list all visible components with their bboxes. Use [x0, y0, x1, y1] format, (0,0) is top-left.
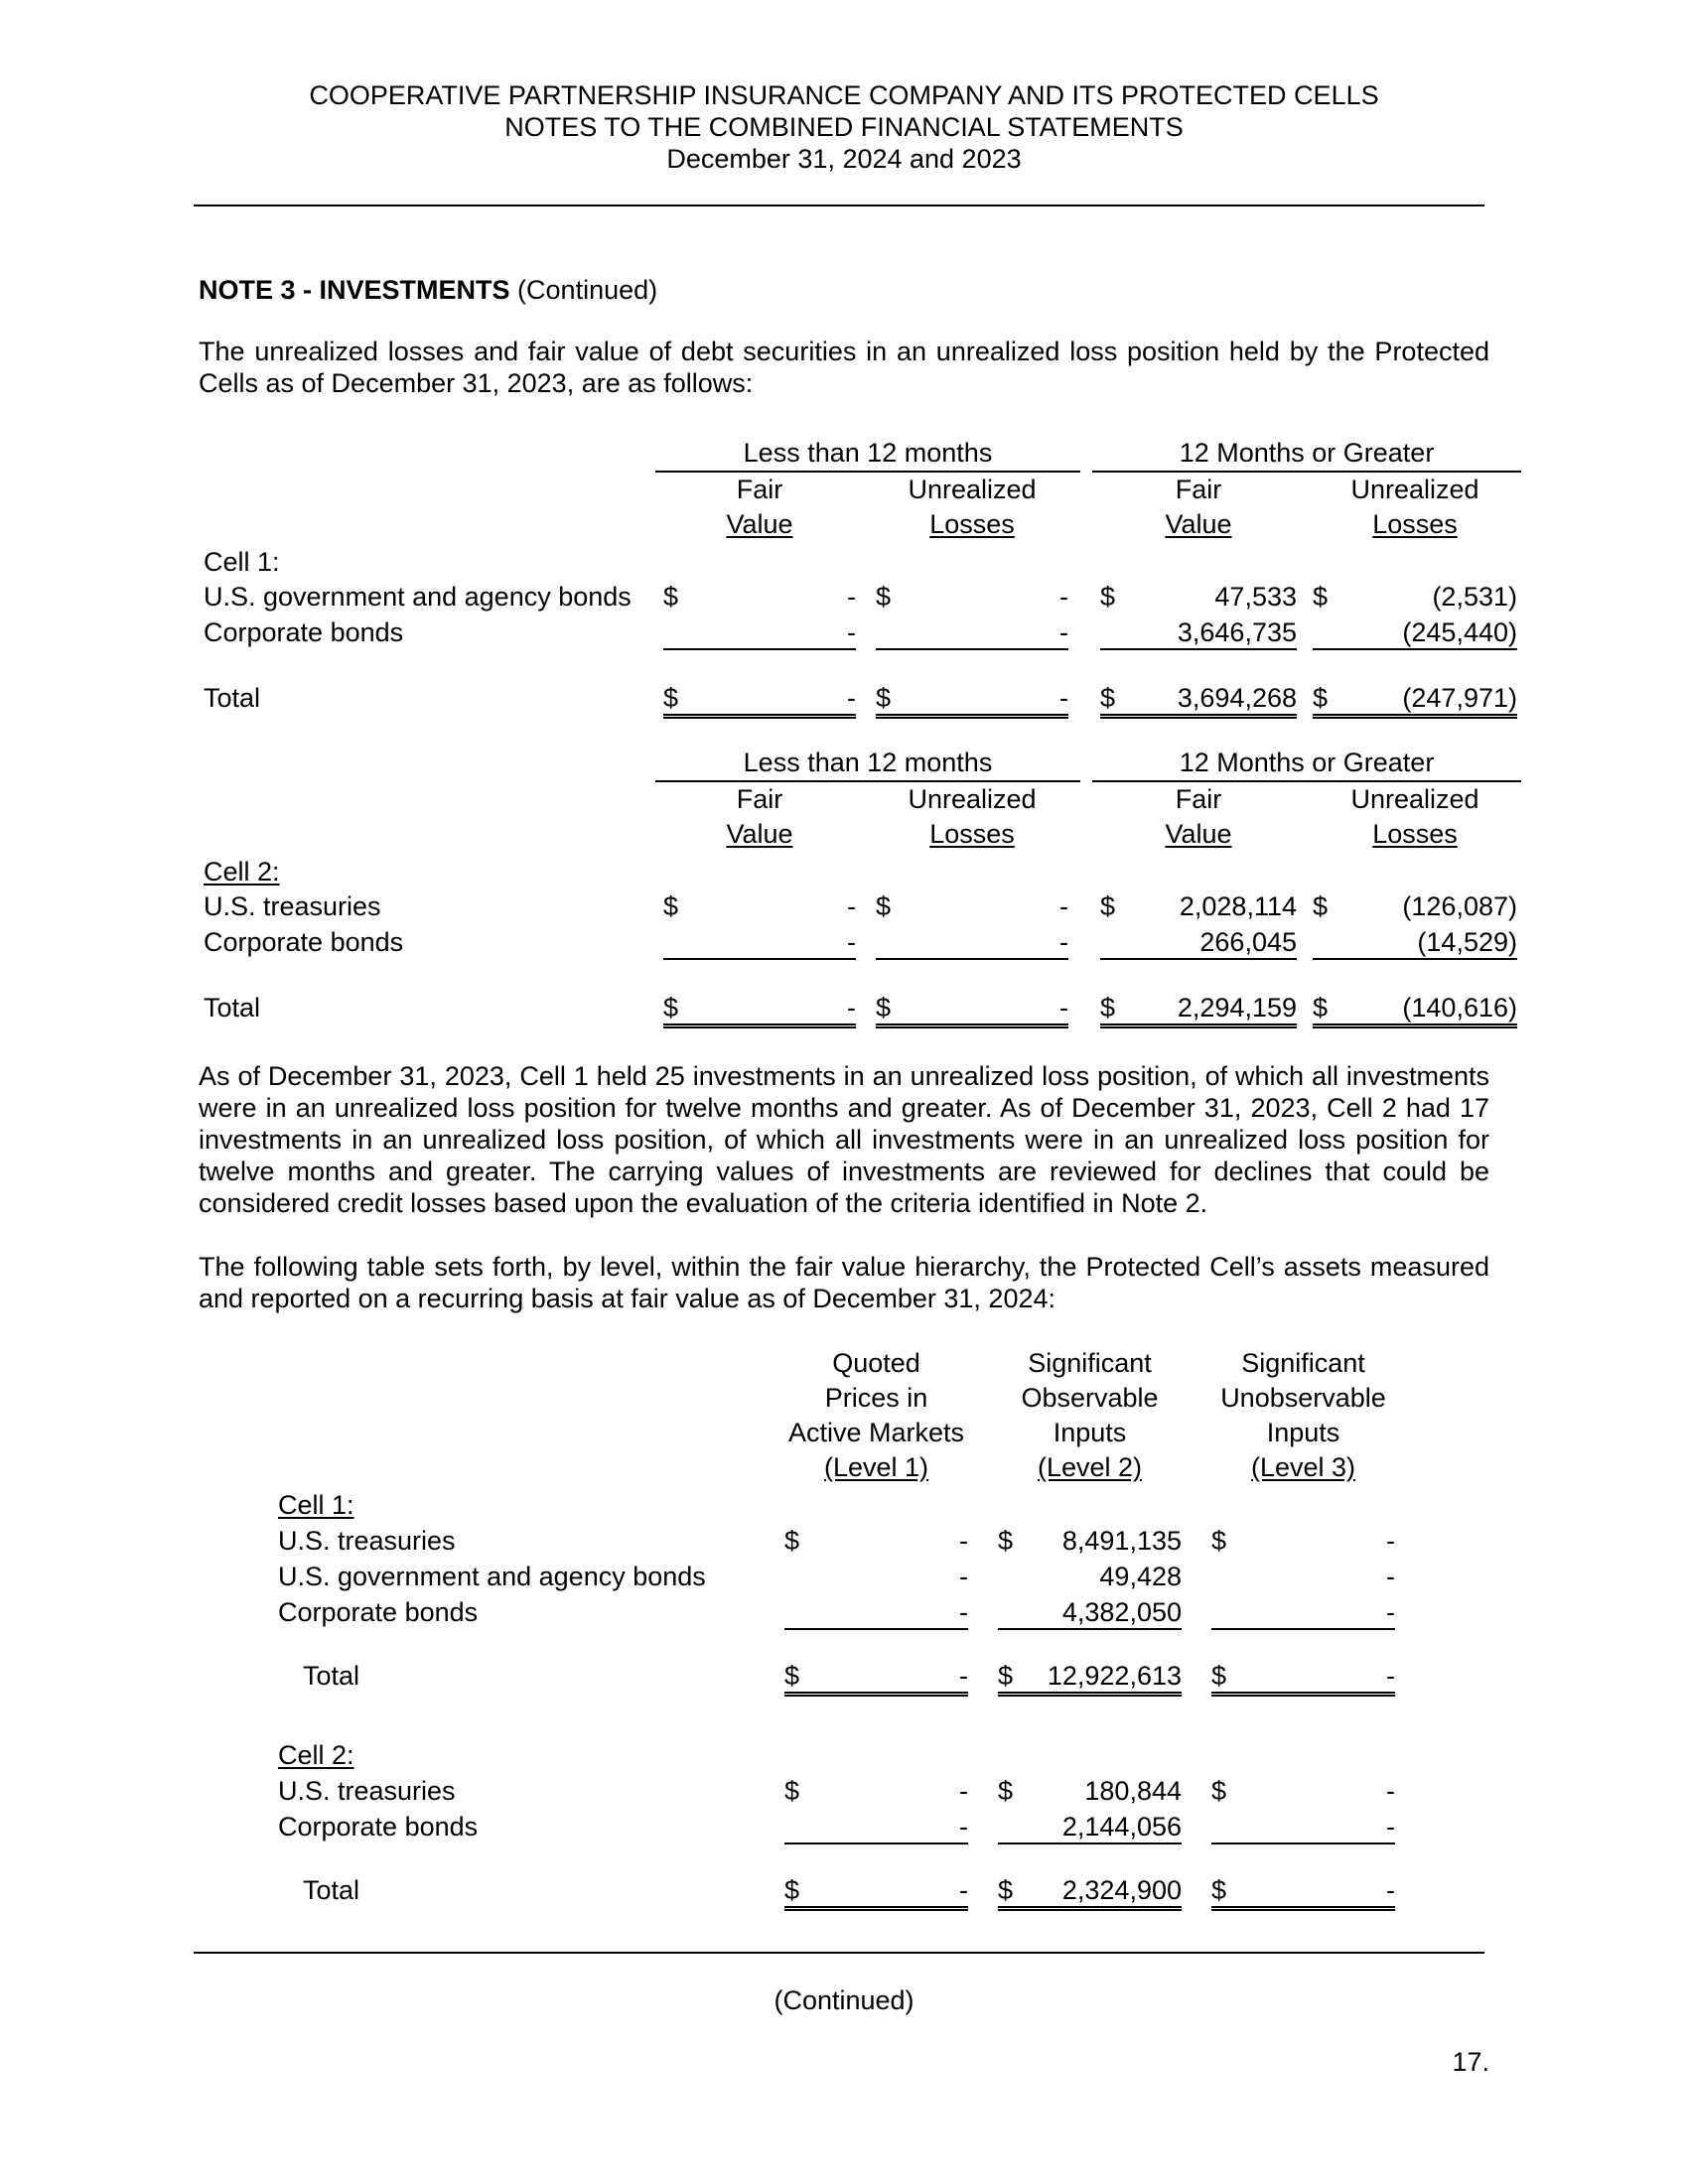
column-header-cell: [755, 1416, 998, 1450]
intro-paragraph: The unrealized losses and fair value of debt securities in an unrealized loss position held by the Protected Cells as of December 31, 2023, are as follows:: [199, 337, 1489, 398]
value-cell: [876, 616, 1068, 650]
column-header: Observable: [1021, 1383, 1159, 1413]
footer-divider: [194, 1952, 1484, 1954]
value-cell: [998, 1775, 1182, 1807]
total-label: Total: [303, 1875, 360, 1905]
currency-symbol: $: [876, 683, 892, 713]
total-value-cell: [1100, 682, 1297, 719]
currency-symbol: $: [663, 582, 679, 612]
currency-symbol: $: [784, 1875, 800, 1905]
amount: -: [959, 1526, 968, 1556]
total-value-cell: [784, 1874, 968, 1911]
column-header: Unrealized: [1350, 784, 1479, 814]
value-cell: [663, 926, 856, 960]
value-cell: [663, 890, 856, 922]
amount: -: [959, 1812, 968, 1842]
column-header: Losses: [1372, 819, 1458, 849]
cell-label-text: Cell 2:: [278, 1740, 354, 1770]
column-header-cell: [1313, 817, 1517, 852]
total-value-cell: [876, 682, 1068, 719]
column-header: Prices in: [824, 1383, 928, 1413]
total-value-cell: [876, 992, 1068, 1028]
amount: -: [959, 1562, 968, 1591]
amount: -: [1059, 927, 1068, 957]
total-value-cell: [998, 1660, 1182, 1697]
amount: (245,440): [1402, 617, 1517, 647]
column-header-cell: [1182, 1450, 1425, 1485]
amount: -: [847, 582, 856, 612]
value-cell: [1100, 581, 1297, 613]
value-cell: [876, 926, 1068, 960]
cell-label-text: Cell 1:: [278, 1490, 354, 1520]
column-header-cell: [755, 1346, 998, 1381]
column-header: Unrealized: [908, 475, 1037, 504]
paragraph-fair-value-intro: The following table sets forth, by level, within the fair value hierarchy, the Protected Cell’s assets measured and reported on a recurring basis at fair value as of December 31, 2024:: [199, 1252, 1489, 1313]
total-label: Total: [204, 683, 261, 713]
column-header: Fair: [1175, 784, 1222, 814]
total-amount: -: [1386, 1875, 1395, 1905]
column-header-cell: [1182, 1416, 1425, 1450]
cell-label-text: Cell 2:: [204, 857, 280, 887]
cell-label: [204, 546, 280, 578]
currency-symbol: $: [876, 993, 892, 1023]
currency-symbol: $: [1313, 582, 1329, 612]
group-header: 12 Months or Greater: [1092, 437, 1521, 473]
column-header: Value: [726, 509, 793, 539]
column-header: Value: [1165, 819, 1232, 849]
row-label: Corporate bonds: [204, 617, 404, 647]
value-cell: [1313, 581, 1517, 613]
column-header: Unrealized: [1350, 475, 1479, 504]
column-header: Losses: [929, 509, 1015, 539]
currency-symbol: $: [784, 1526, 800, 1556]
amount: -: [1059, 891, 1068, 921]
total-amount: -: [959, 1661, 968, 1691]
amount: -: [847, 617, 856, 647]
amount: 4,382,050: [1061, 1597, 1182, 1627]
currency-symbol: $: [998, 1875, 1014, 1905]
row-label: Corporate bonds: [204, 927, 404, 957]
cell-label: [204, 856, 280, 887]
total-amount: (140,616): [1402, 993, 1517, 1023]
currency-symbol: $: [1100, 582, 1116, 612]
cell-label: [278, 1489, 354, 1521]
value-cell: [876, 890, 1068, 922]
column-header-cell: [1182, 1381, 1425, 1416]
total-label: Total: [204, 993, 261, 1023]
amount: 2,144,056: [1061, 1812, 1182, 1842]
amount: -: [1059, 617, 1068, 647]
column-header: Value: [1165, 509, 1232, 539]
value-cell: [1211, 1811, 1395, 1844]
currency-symbol: $: [876, 891, 892, 921]
value-cell: [998, 1561, 1182, 1592]
value-cell: [1313, 890, 1517, 922]
column-header: Quoted: [832, 1348, 920, 1378]
currency-symbol: $: [1100, 683, 1116, 713]
row-label: Corporate bonds: [278, 1812, 479, 1842]
amount: -: [1059, 582, 1068, 612]
total-amount: 2,324,900: [1061, 1875, 1182, 1905]
currency-symbol: $: [998, 1776, 1014, 1806]
column-header-cell: [663, 817, 856, 852]
amount: -: [1386, 1526, 1395, 1556]
column-header: Inputs: [1053, 1418, 1127, 1447]
row-label: Corporate bonds: [278, 1597, 479, 1627]
total-value-cell: [663, 682, 856, 719]
column-header: Fair: [736, 475, 783, 504]
column-header: Significant: [1241, 1348, 1365, 1378]
value-cell: [784, 1775, 968, 1807]
amount: -: [959, 1597, 968, 1627]
column-header: Unobservable: [1220, 1383, 1386, 1413]
row-label: U.S. treasuries: [204, 891, 381, 921]
value-cell: [1211, 1561, 1395, 1592]
amount: 8,491,135: [1061, 1526, 1182, 1556]
group-header: Less than 12 months: [655, 437, 1080, 473]
amount: 2,028,114: [1179, 891, 1297, 921]
total-amount: -: [847, 683, 856, 713]
row-label: U.S. government and agency bonds: [278, 1562, 706, 1591]
column-header: (Level 2): [1037, 1452, 1143, 1482]
total-value-cell: [784, 1660, 968, 1697]
currency-symbol: $: [784, 1661, 800, 1691]
value-cell: [663, 616, 856, 650]
column-header: Losses: [929, 819, 1015, 849]
column-header: Fair: [1175, 475, 1222, 504]
column-header-cell: [1100, 507, 1297, 542]
total-value-cell: [1211, 1874, 1395, 1911]
amount: -: [1386, 1597, 1395, 1627]
row-label: U.S. treasuries: [278, 1526, 456, 1556]
value-cell: [1211, 1525, 1395, 1557]
value-cell: [1313, 926, 1517, 960]
amount: 266,045: [1199, 927, 1297, 957]
column-header-cell: [876, 507, 1068, 542]
row-label: U.S. government and agency bonds: [204, 582, 632, 612]
amount: -: [1386, 1776, 1395, 1806]
value-cell: [1211, 1596, 1395, 1630]
statement-date: December 31, 2024 and 2023: [666, 144, 1022, 174]
row-label: U.S. treasuries: [278, 1776, 456, 1806]
group-header: Less than 12 months: [655, 747, 1080, 782]
column-header-cell: [968, 1381, 1211, 1416]
currency-symbol: $: [663, 683, 679, 713]
value-cell: [663, 581, 856, 613]
currency-symbol: $: [876, 582, 892, 612]
value-cell: [1100, 890, 1297, 922]
cell-label: [278, 1739, 354, 1771]
column-header-cell: [1100, 817, 1297, 852]
statement-title: NOTES TO THE COMBINED FINANCIAL STATEMENTS: [504, 112, 1184, 142]
total-value-cell: [1313, 992, 1517, 1028]
amount: (126,087): [1402, 891, 1517, 921]
amount: 180,844: [1084, 1776, 1182, 1806]
value-cell: [784, 1596, 968, 1630]
total-amount: (247,971): [1402, 683, 1517, 713]
column-header: Unrealized: [908, 784, 1037, 814]
total-amount: 3,694,268: [1177, 683, 1297, 713]
column-header-cell: [755, 1450, 998, 1485]
column-header: Inputs: [1266, 1418, 1340, 1447]
value-cell: [1313, 616, 1517, 650]
amount: 49,428: [1099, 1562, 1182, 1591]
column-header: (Level 3): [1250, 1452, 1356, 1482]
column-header-cell: [1182, 1346, 1425, 1381]
currency-symbol: $: [1313, 891, 1329, 921]
amount: 47,533: [1214, 582, 1297, 612]
group-header: 12 Months or Greater: [1092, 747, 1521, 782]
column-header-cell: [968, 1346, 1211, 1381]
value-cell: [998, 1596, 1182, 1630]
note-title-suffix: (Continued): [509, 275, 658, 305]
amount: -: [1386, 1562, 1395, 1591]
amount: 3,646,735: [1177, 617, 1297, 647]
currency-symbol: $: [1313, 993, 1329, 1023]
value-cell: [784, 1561, 968, 1592]
currency-symbol: $: [1313, 683, 1329, 713]
currency-symbol: $: [1100, 993, 1116, 1023]
amount: -: [847, 927, 856, 957]
continued-label: (Continued): [774, 1985, 914, 2015]
currency-symbol: $: [998, 1661, 1014, 1691]
value-cell: [1211, 1775, 1395, 1807]
page-number: 17.: [1452, 2047, 1489, 2077]
value-cell: [998, 1525, 1182, 1557]
total-amount: -: [1059, 993, 1068, 1023]
company-title: COOPERATIVE PARTNERSHIP INSURANCE COMPANY AND ITS PROTECTED CELLS: [309, 80, 1379, 110]
total-amount: -: [1059, 683, 1068, 713]
total-value-cell: [1211, 1660, 1395, 1697]
currency-symbol: $: [1211, 1776, 1227, 1806]
value-cell: [998, 1811, 1182, 1844]
column-header: Significant: [1028, 1348, 1152, 1378]
total-value-cell: [998, 1874, 1182, 1911]
total-amount: -: [959, 1875, 968, 1905]
amount: -: [959, 1776, 968, 1806]
total-value-cell: [663, 992, 856, 1028]
value-cell: [784, 1525, 968, 1557]
total-value-cell: [1313, 682, 1517, 719]
column-header-cell: [968, 1416, 1211, 1450]
total-label: Total: [303, 1661, 360, 1691]
total-amount: -: [1386, 1661, 1395, 1691]
total-amount: 2,294,159: [1177, 993, 1297, 1023]
cell-label-text: Cell 1:: [204, 547, 280, 577]
total-amount: -: [847, 993, 856, 1023]
column-header: Losses: [1372, 509, 1458, 539]
amount: (2,531): [1432, 582, 1517, 612]
column-header: Active Markets: [787, 1418, 965, 1447]
column-header-cell: [1313, 507, 1517, 542]
total-value-cell: [1100, 992, 1297, 1028]
header-divider: [194, 205, 1484, 206]
currency-symbol: $: [998, 1526, 1014, 1556]
paragraph-investment-counts: As of December 31, 2023, Cell 1 held 25 investments in an unrealized loss position, of which all investments were in an unrealized loss position for twelve months and greater. As of December 31, 2023, Cell 2 had 17 investments in an unrealized loss position, of which all investments were in an unrealized loss position for twelve months and greater. The carrying values of investments are reviewed for declines that could be considered credit losses based upon the evaluation of the criteria identified in Note 2.: [199, 1061, 1489, 1218]
value-cell: [1100, 616, 1297, 650]
currency-symbol: $: [1100, 891, 1116, 921]
value-cell: [876, 581, 1068, 613]
currency-symbol: $: [1211, 1661, 1227, 1691]
column-header-cell: [663, 507, 856, 542]
column-header: Fair: [736, 784, 783, 814]
currency-symbol: $: [1211, 1875, 1227, 1905]
note-heading: [199, 274, 657, 306]
currency-symbol: $: [1211, 1526, 1227, 1556]
column-header-cell: [876, 817, 1068, 852]
total-amount: 12,922,613: [1047, 1661, 1182, 1691]
amount: (14,529): [1417, 927, 1517, 957]
column-header-cell: [968, 1450, 1211, 1485]
currency-symbol: $: [663, 891, 679, 921]
note-title: NOTE 3 - INVESTMENTS: [199, 275, 510, 305]
column-header: (Level 1): [823, 1452, 929, 1482]
currency-symbol: $: [784, 1776, 800, 1806]
amount: -: [1386, 1812, 1395, 1842]
value-cell: [1100, 926, 1297, 960]
column-header: Value: [726, 819, 793, 849]
column-header-cell: [755, 1381, 998, 1416]
value-cell: [784, 1811, 968, 1844]
currency-symbol: $: [663, 993, 679, 1023]
amount: -: [847, 891, 856, 921]
